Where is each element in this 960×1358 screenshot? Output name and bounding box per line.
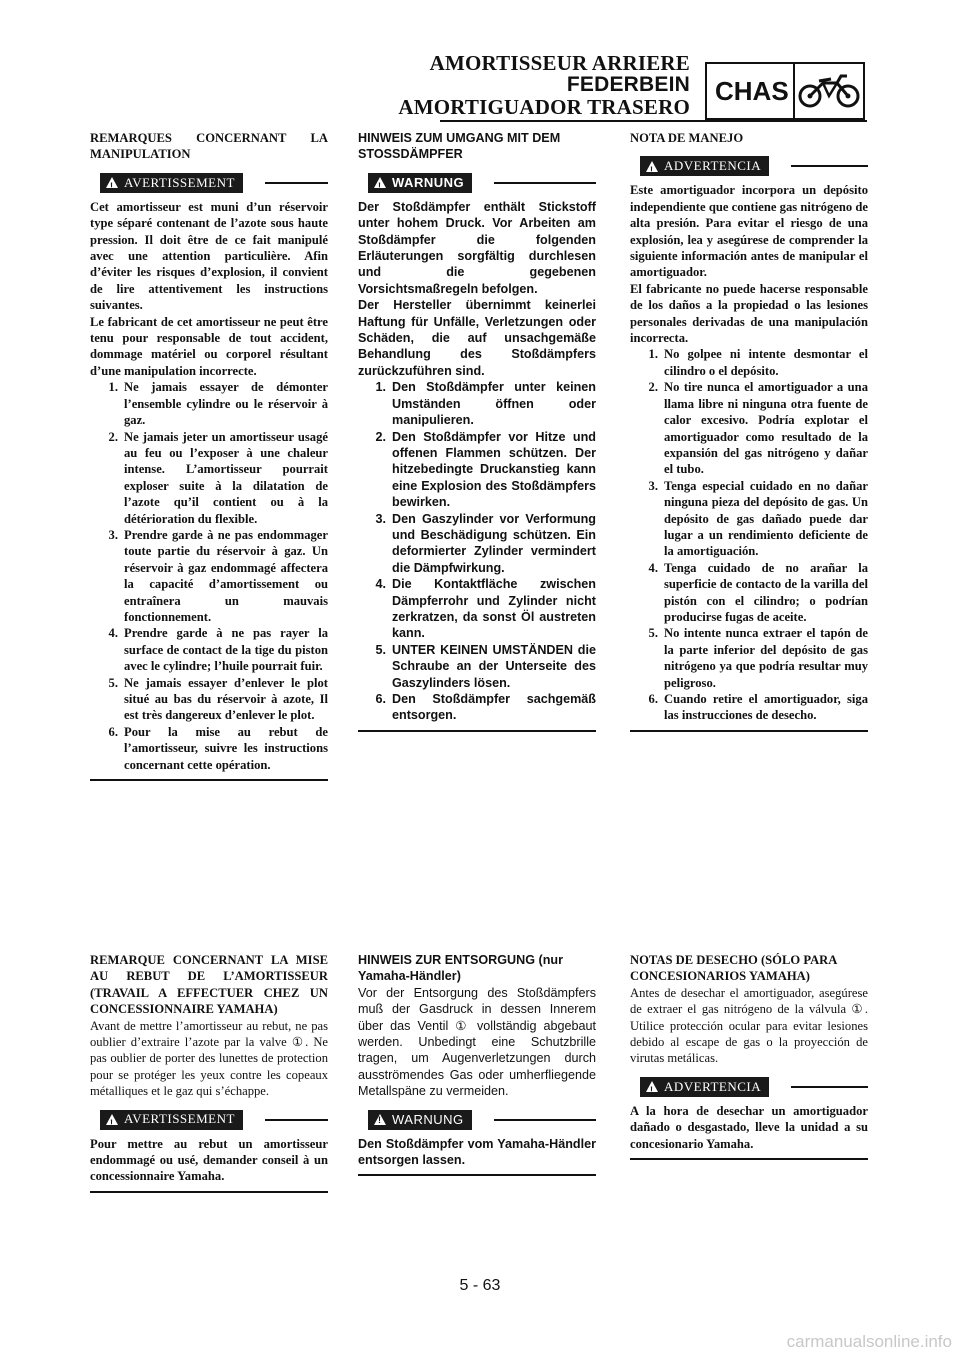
fr-disposal-section (90, 952, 328, 1193)
watermark: carmanualsonline.info (786, 1332, 952, 1351)
warning-rule (494, 182, 596, 184)
es-disposal-warning-banner (630, 1077, 868, 1097)
section-end-rule (90, 779, 328, 781)
de-warning-label: WARNUNG (392, 174, 465, 190)
warning-rule (265, 1119, 328, 1121)
list-item: 6. Den Stoßdämpfer sachgemäß entsorgen. (375, 692, 596, 723)
section-end-rule (90, 1191, 328, 1193)
list-item: 3. Den Gaszylinder vor Verformung und Beschädigung schützen. Ein deformierter Zylinder vermindert die Dämpfwirkung. (375, 511, 596, 575)
es-intro: Este amortiguador incorpora un depósito independiente que contiene gas nitrógeno de alta presión. Para evitar el riesgo de una explosión, lea y asegúrese de comprender la siguiente información antes de manipular el amortiguador. (630, 183, 868, 280)
warning-rule (791, 1086, 868, 1088)
es-item-list (630, 346, 868, 723)
header-rule (440, 120, 867, 122)
title-es: AMORTIGUADOR TRASERO (398, 95, 690, 119)
de-disposal-warning-label: WARNUNG (392, 1112, 464, 1128)
motorcycle-icon (795, 71, 863, 111)
es-handling-heading: NOTA DE MANEJO (630, 131, 744, 145)
fr-disposal-heading: REMARQUE CONCERNANT LA MISE AU REBUT DE L’AMORTISSEUR (TRAVAIL A EFFECTUER CHEZ UN CONCESSIONNAIRE YAMAHA) (90, 953, 328, 1017)
fr-intro: Cet amortisseur est muni d’un réservoir type séparé contenant de l’azote sous haute pression. Il doit être de ce fait manipulé avec une attention particulière. Afin d’éviter les risques d’explosion, il convient de lire attentivement les instructions suivantes. (90, 199, 328, 313)
es-disposal-heading: NOTAS DE DESECHO (SÓLO PARA CONCESIONARIOS YAMAHA) (630, 953, 837, 984)
de-disposal-warning-banner (358, 1110, 596, 1130)
list-item: 4. Die Kontaktfläche zwischen Dämpferrohr und Zylinder nicht zerkratzen, da sonst Öl austreten kann. (375, 577, 596, 641)
es-disposal-section (630, 952, 868, 1160)
fr-handling-heading: REMARQUES CONCERNANT LA MANIPULATION (90, 131, 328, 162)
section-end-rule (358, 730, 596, 732)
list-item: 5. UNTER KEINEN UMSTÄNDEN die Schraube an der Unterseite des Gaszylinders lösen. (375, 642, 596, 690)
warning-rule (791, 165, 868, 167)
de-disposal-section (358, 952, 596, 1176)
de-item-list (358, 379, 596, 724)
list-item: 4. Tenga cuidado de no arañar la superficie de contacto de la varilla del pistón con el cilindro; o podrían producirse fugas de aceite. (648, 560, 868, 624)
list-item: 3. Tenga especial cuidado en no dañar ninguna pieza del depósito de gas. Un depósito de gas dañado puede dar lugar a un rendimiento deficiente de la amortiguación. (648, 478, 868, 559)
title-fr: AMORTISSEUR ARRIERE (429, 51, 690, 75)
es-disposal-warning-badge (640, 1077, 769, 1097)
de-intro: Der Stoßdämpfer enthält Stickstoff unter hohem Druck. Vor Arbeiten am Stoßdämpfer die folgenden Erläuterungen sorgfältig durchlesen und die gegebenen Vorsichtsmaßregeln befolgen. (358, 199, 596, 296)
title-de: FEDERBEIN (566, 73, 690, 96)
de-disposal-warning-badge (368, 1110, 472, 1130)
fr-disposal-warning-label: AVERTISSEMENT (124, 1111, 235, 1127)
list-item: 6. Pour la mise au rebut de l’amortisseur, suivre les instructions concernant cette opération. (108, 724, 328, 772)
list-item: 5. No intente nunca extraer el tapón de la parte inferior del depósito de gas nitrógeno ya que podría resultar muy peligroso. (648, 626, 868, 690)
de-handling-heading: HINWEIS ZUM UMGANG MIT DEM STOSSDÄMPFER (358, 131, 561, 162)
fr-warning-badge (100, 173, 243, 193)
es-disposal-warning-label: ADVERTENCIA (664, 1078, 762, 1094)
list-item: 2. No tire nunca el amortiguador a una llama libre ni ninguna otra fuente de calor excesivo. Podría explotar el amortiguador como resultado de la expansión del gas nitrógeno y dañar el tubo. (648, 380, 868, 477)
list-item: 6. Cuando retire el amortiguador, siga las instrucciones de desecho. (648, 692, 868, 723)
fr-disposal-warning-text: Pour mettre au rebut un amortisseur endommagé ou usé, demander conseil à un concessionnaire Yamaha. (90, 1136, 328, 1184)
es-warning-badge (640, 156, 769, 176)
section-title (398, 52, 690, 118)
es-liability: El fabricante no puede hacerse responsable de los daños a la propiedad o las lesiones personales derivadas de una manipulación incorrecta. (630, 281, 868, 346)
fr-liability: Le fabricant de cet amortisseur ne peut être tenu pour responsable de tout accident, dommage matériel ou corporel résultant d’une manipulation incorrecte. (90, 314, 328, 378)
list-item: 3. Prendre garde à ne pas endommager toute partie du réservoir à gaz. Un réservoir à gaz endommagé affectera la capacité d’amortissement ou entraînera un mauvais fonctionnement. (108, 527, 328, 624)
warning-triangle-icon (374, 177, 386, 188)
fr-warning-label: AVERTISSEMENT (124, 174, 235, 190)
valve-callout: ① (851, 1002, 865, 1017)
es-disposal-warning-text: A la hora de desechar un amortiguador dañado o desgastado, lleve la unidad a su concesionario Yamaha. (630, 1103, 868, 1151)
fr-disposal-warning-banner (90, 1110, 328, 1130)
section-end-rule (630, 730, 868, 732)
de-handling-section (358, 130, 596, 732)
es-disposal-body: Antes de desechar el amortiguador, asegúrese de extraer el gas nitrógeno de la válvula ①. Utilice protección ocular para evitar lesiones debido al escape de gas o la proyección de virutas metálicas. (630, 985, 869, 1066)
es-warning-label: ADVERTENCIA (664, 158, 762, 174)
fr-item-list (90, 379, 328, 773)
warning-triangle-icon (106, 177, 118, 188)
list-item: 1. No golpee ni intente desmontar el cilindro o el depósito. (648, 347, 868, 378)
section-code: CHAS (715, 75, 789, 106)
fr-disposal-body: Avant de mettre l’amortisseur au rebut, ne pas oublier d’extraire l’azote par la valve ①. Ne pas oublier de porter des lunettes de protection pour se protéger les yeux contre les copeaux métalliques et le gaz qui s’échappe. (90, 1018, 328, 1099)
list-item: 2. Den Stoßdämpfer vor Hitze und offenen Flammen schützen. Der hitzebedingte Druckanstieg kann eine Explosion des Stoßdämpfers bewirken. (375, 429, 596, 510)
list-item: 4. Prendre garde à ne pas rayer la surface de contact de la tige du piston avec le cylindre; l’huile pourrait fuir. (108, 626, 328, 674)
de-disposal-warning-text: Den Stoßdämpfer vom Yamaha-Händler entsorgen lassen. (358, 1136, 596, 1168)
list-item: 2. Ne jamais jeter un amortisseur usagé au feu ou l’exposer à une chaleur intense. L’amortisseur pourrait exploser suite à la dilatation de l’azote qu’il contient ou à la détérioration du flexible. (108, 429, 328, 526)
warning-triangle-icon (646, 1081, 658, 1092)
es-warning-banner (630, 156, 868, 176)
es-handling-section (630, 130, 868, 732)
fr-handling-section (90, 130, 328, 781)
page-number: 5 - 63 (459, 1277, 501, 1294)
section-end-rule (630, 1158, 868, 1160)
valve-callout: ① (291, 1035, 306, 1050)
warning-rule (265, 182, 328, 184)
section-tab (705, 62, 865, 120)
fr-warning-banner (90, 173, 328, 193)
list-item: 5. Ne jamais essayer d’enlever le plot situé au bas du réservoir à azote, Il est très dangereux d’enlever le plot. (108, 675, 328, 723)
warning-rule (494, 1119, 596, 1121)
warning-triangle-icon (374, 1114, 386, 1125)
de-disposal-body: Vor der Entsorgung des Stoßdämpfers muß der Gasdruck in dessen Innerem über das Ventil ① vollständig abgebaut werden. Unbedingt eine Schutzbrille tragen, um Augenverletzungen durch ausströmendes Gas oder umherfliegende Metallspäne zu vermeiden. (358, 985, 596, 1099)
warning-triangle-icon (646, 161, 658, 172)
list-item: 1. Den Stoßdämpfer unter keinen Umständen öffnen oder manipulieren. (375, 380, 596, 428)
fr-disposal-warning-badge (100, 1110, 243, 1130)
de-liability: Der Hersteller übernimmt keinerlei Haftung für Unfälle, Verletzungen oder Schäden, die auf unsachgemäße Behandlung des Stoßdämpfers zurückzuführen sind. (358, 298, 596, 378)
de-warning-badge (368, 173, 472, 193)
valve-callout: ① (455, 1018, 470, 1033)
warning-triangle-icon (106, 1114, 118, 1125)
list-item: 1. Ne jamais essayer de démonter l’ensemble cylindre ou le réservoir à gaz. (108, 380, 328, 428)
section-end-rule (358, 1174, 596, 1176)
de-disposal-heading: HINWEIS ZUR ENTSORGUNG (nur Yamaha-Händler) (358, 953, 563, 984)
de-warning-banner (358, 173, 596, 193)
